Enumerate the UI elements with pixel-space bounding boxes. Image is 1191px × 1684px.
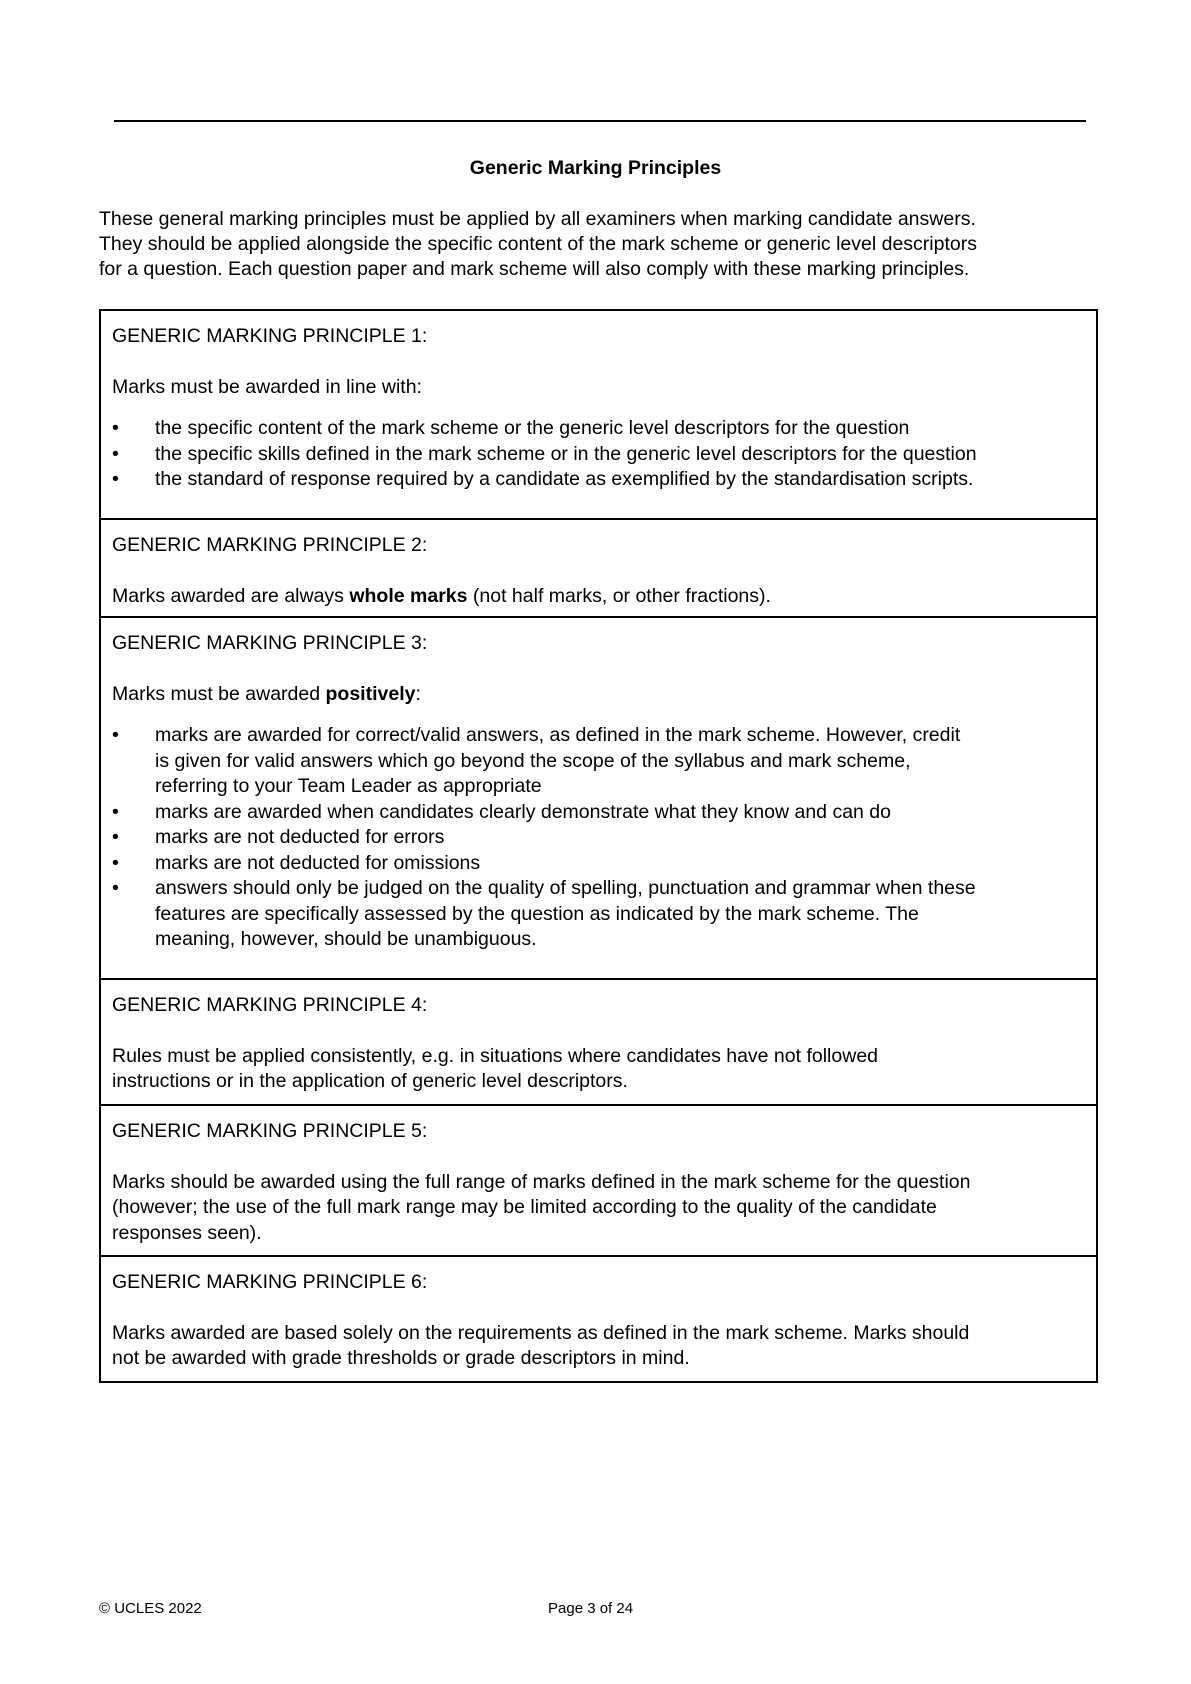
intro-paragraph: These general marking principles must be applied by all examiners when marking candidate answers. They should be applied alongside the specific content of the mark scheme or generic level descriptors for a question. Each question paper and mark scheme will also comply with these marking principles. xyxy=(99,208,977,280)
list-item: • marks are not deducted for omissions xyxy=(112,851,1086,877)
principle-6-text: Marks awarded are based solely on the requirements as defined in the mark scheme. Marks should not be awarded with grade thresholds or grade descriptors in mind. xyxy=(112,1321,970,1369)
list-item: • the specific content of the mark scheme or the generic level descriptors for the question xyxy=(112,416,1086,442)
principle-3-heading: GENERIC MARKING PRINCIPLE 3: xyxy=(112,632,428,654)
principle-4-text: Rules must be applied consistently, e.g. in situations where candidates have not followed instructions or in the application of generic level descriptors. xyxy=(112,1044,879,1092)
principle-4-cell xyxy=(101,978,1096,1104)
bullet-icon: • xyxy=(112,826,119,848)
list-item: • marks are awarded when candidates clearly demonstrate what they know and can do xyxy=(112,800,1086,826)
header-rule xyxy=(114,120,1086,122)
principle-3-text: Marks must be awarded positively: xyxy=(112,682,421,705)
principle-1-bullet-list xyxy=(112,416,1086,493)
footer-page-number: Page 3 of 24 xyxy=(548,1600,634,1617)
principle-2-heading: GENERIC MARKING PRINCIPLE 2: xyxy=(112,534,428,556)
principles-table xyxy=(99,309,1098,1383)
principle-1-cell xyxy=(101,311,1096,518)
principle-3-bullet-list xyxy=(112,723,1086,953)
emphasis-text: positively xyxy=(325,682,416,705)
principle-2-cell xyxy=(101,518,1096,616)
principle-5-cell xyxy=(101,1104,1096,1255)
principle-1-text: Marks must be awarded in line with: xyxy=(112,375,422,398)
bullet-icon: • xyxy=(112,877,119,899)
principle-5-heading: GENERIC MARKING PRINCIPLE 5: xyxy=(112,1120,428,1142)
principle-1-heading: GENERIC MARKING PRINCIPLE 1: xyxy=(112,325,428,347)
footer-copyright: © UCLES 2022 xyxy=(99,1600,202,1617)
bullet-icon: • xyxy=(112,442,119,465)
page-title: Generic Marking Principles xyxy=(469,157,722,179)
bullet-icon: • xyxy=(112,468,119,490)
list-item: • answers should only be judged on the quality of spelling, punctuation and grammar when these features are specifically assessed by the question as indicated by the mark scheme. The meaning, however, should be unambiguous. xyxy=(112,877,976,950)
emphasis-text: whole marks xyxy=(349,584,468,607)
principle-6-heading: GENERIC MARKING PRINCIPLE 6: xyxy=(112,1271,428,1293)
bullet-icon: • xyxy=(112,800,119,823)
list-item: • the specific skills defined in the mark scheme or in the generic level descriptors for the question xyxy=(112,442,1086,468)
principle-2-text: Marks awarded are always whole marks (not half marks, or other fractions). xyxy=(112,584,771,607)
bullet-icon: • xyxy=(112,724,119,746)
bullet-icon: • xyxy=(112,417,119,439)
bullet-icon: • xyxy=(112,851,119,874)
list-item: • marks are awarded for correct/valid answers, as defined in the mark scheme. However, credit is given for valid answers which go beyond the scope of the syllabus and mark scheme, referring to your Team Leader as appropriate xyxy=(112,724,961,797)
principle-6-cell xyxy=(101,1255,1096,1381)
principle-4-heading: GENERIC MARKING PRINCIPLE 4: xyxy=(112,994,428,1016)
list-item: • marks are not deducted for errors xyxy=(112,825,1086,851)
principle-5-text: Marks should be awarded using the full range of marks defined in the mark scheme for the question (however; the use of the full mark range may be limited according to the quality of the candidate responses seen). xyxy=(112,1170,971,1244)
list-item: • the standard of response required by a candidate as exemplified by the standardisation scripts. xyxy=(112,467,1086,493)
principle-3-cell xyxy=(101,616,1096,978)
